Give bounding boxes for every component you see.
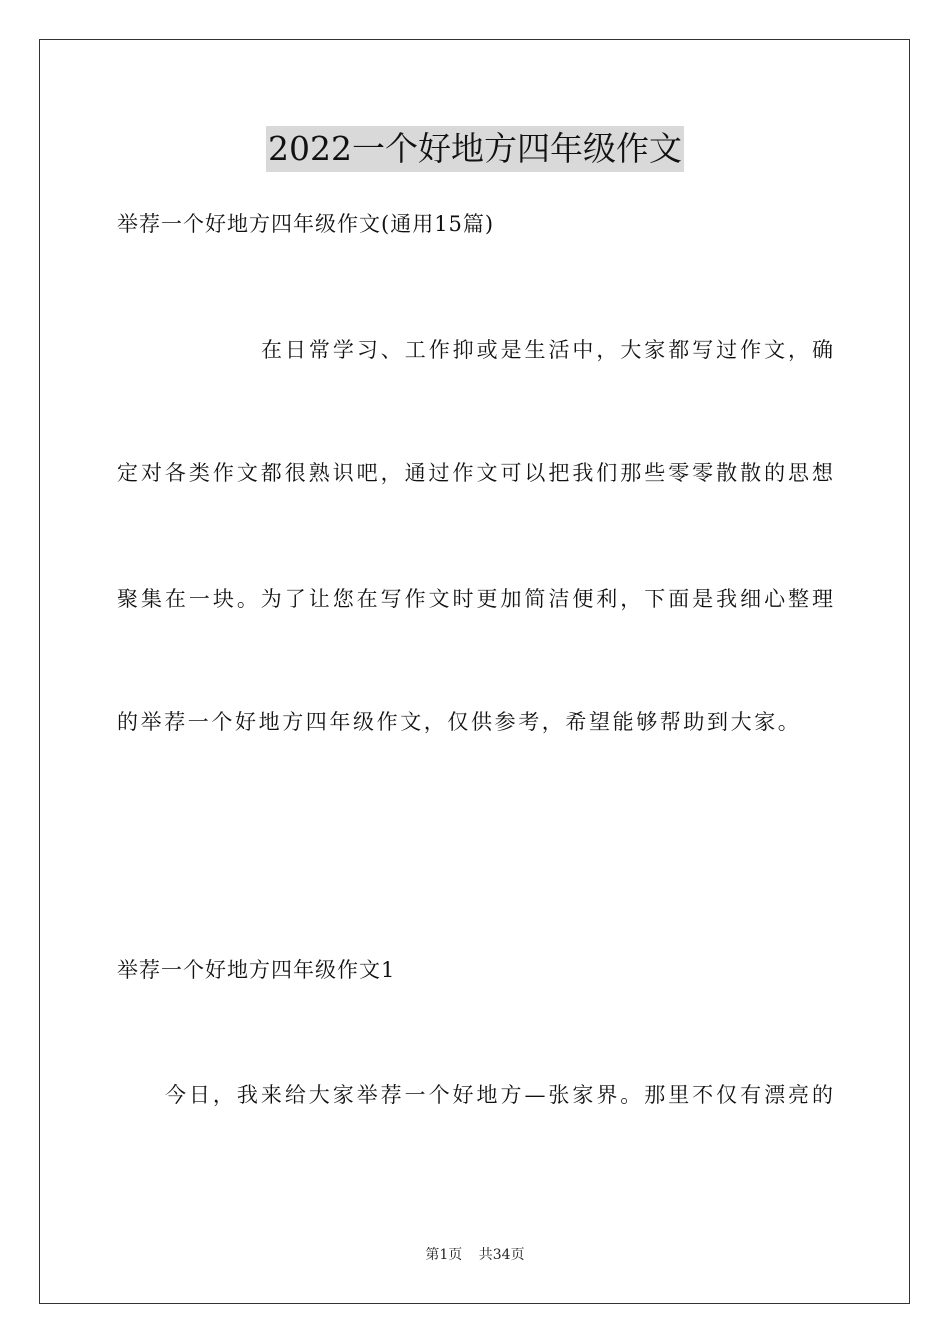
title-container — [0, 126, 950, 172]
intro-line-1: 在日常学习、工作抑或是生活中，大家都写过作文，确 — [261, 338, 833, 362]
intro-line-2: 定对各类作文都很熟识吧，通过作文可以把我们那些零零散散的思想 — [117, 461, 833, 485]
document-subtitle: 举荐一个好地方四年级作文(通用15篇) — [117, 212, 495, 236]
section-heading: 举荐一个好地方四年级作文1 — [117, 958, 396, 982]
page-number-current: 第1页 — [425, 1247, 463, 1263]
document-title: 2022一个好地方四年级作文 — [266, 126, 684, 172]
section-line-1: 今日，我来给大家举荐一个好地方—张家界。那里不仅有漂亮的 — [165, 1083, 833, 1107]
page-footer — [0, 1245, 950, 1265]
intro-line-3: 聚集在一块。为了让您在写作文时更加简洁便利，下面是我细心整理 — [117, 587, 833, 611]
page-number-total: 共34页 — [478, 1247, 525, 1263]
intro-line-4: 的举荐一个好地方四年级作文，仅供参考，希望能够帮助到大家。 — [117, 710, 802, 734]
